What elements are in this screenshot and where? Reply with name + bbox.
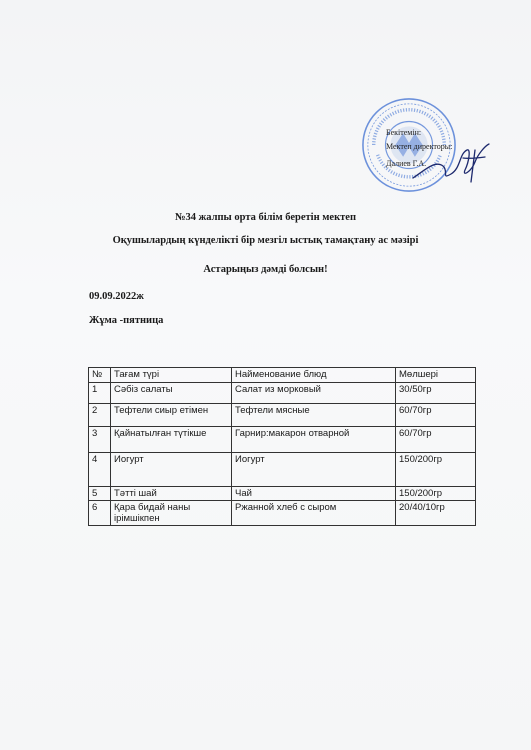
dish-ru: Иогурт xyxy=(232,453,396,487)
dish-ru: Салат из морковый xyxy=(232,383,396,404)
table-row xyxy=(89,501,476,526)
table-row xyxy=(89,404,476,427)
director-name: Далиев Г.А. xyxy=(386,159,427,169)
dish-kz: Тефтели сиыр етімен xyxy=(111,404,232,427)
table-row xyxy=(89,487,476,501)
dish-ru: Тефтели мясные xyxy=(232,404,396,427)
row-number: 6 xyxy=(89,501,111,526)
dish-kz: Қайнатылған түтікше xyxy=(111,427,232,453)
table-row xyxy=(89,453,476,487)
portion: 60/70гр xyxy=(396,404,476,427)
school-title: №34 жалпы орта білім беретін мектеп xyxy=(174,212,356,223)
director-signature xyxy=(405,140,495,188)
dish-kz: Қара бидай наны ірімшікпен xyxy=(111,501,232,526)
portion: 150/200гр xyxy=(396,487,476,501)
wish-text: Астарыңыз дәмді болсын! xyxy=(203,264,328,275)
menu-table xyxy=(88,367,476,526)
row-number: 2 xyxy=(89,404,111,427)
table-row xyxy=(89,427,476,453)
row-number: 3 xyxy=(89,427,111,453)
row-number: 4 xyxy=(89,453,111,487)
portion: 150/200гр xyxy=(396,453,476,487)
dish-kz: Иогурт xyxy=(111,453,232,487)
menu-title: Оқушылардың күнделікті бір мезгіл ыстық тамақтану ас мәзірі xyxy=(112,235,419,246)
portion: 30/50гр xyxy=(396,383,476,404)
header-number: № xyxy=(89,368,111,383)
menu-weekday: Жұма -пятница xyxy=(89,315,164,326)
header-dish-kz: Тағам түрі xyxy=(111,368,232,383)
row-number: 1 xyxy=(89,383,111,404)
dish-ru: Гарнир:макарон отварной xyxy=(232,427,396,453)
dish-kz: Сәбіз салаты xyxy=(111,383,232,404)
header-dish-ru: Найменование блюд xyxy=(232,368,396,383)
dish-ru: Чай xyxy=(232,487,396,501)
portion: 60/70гр xyxy=(396,427,476,453)
approved-label: Бекітемін: xyxy=(386,128,422,137)
header-portion: Мөлшері xyxy=(396,368,476,383)
director-label: Мектеп директоры: xyxy=(386,141,453,151)
row-number: 5 xyxy=(89,487,111,501)
table-row xyxy=(89,383,476,404)
dish-kz: Тәтті шай xyxy=(111,487,232,501)
menu-date: 09.09.2022ж xyxy=(89,291,144,302)
portion: 20/40/10гр xyxy=(396,501,476,526)
dish-ru: Ржанной хлеб с сыром xyxy=(232,501,396,526)
table-header-row xyxy=(89,368,476,383)
